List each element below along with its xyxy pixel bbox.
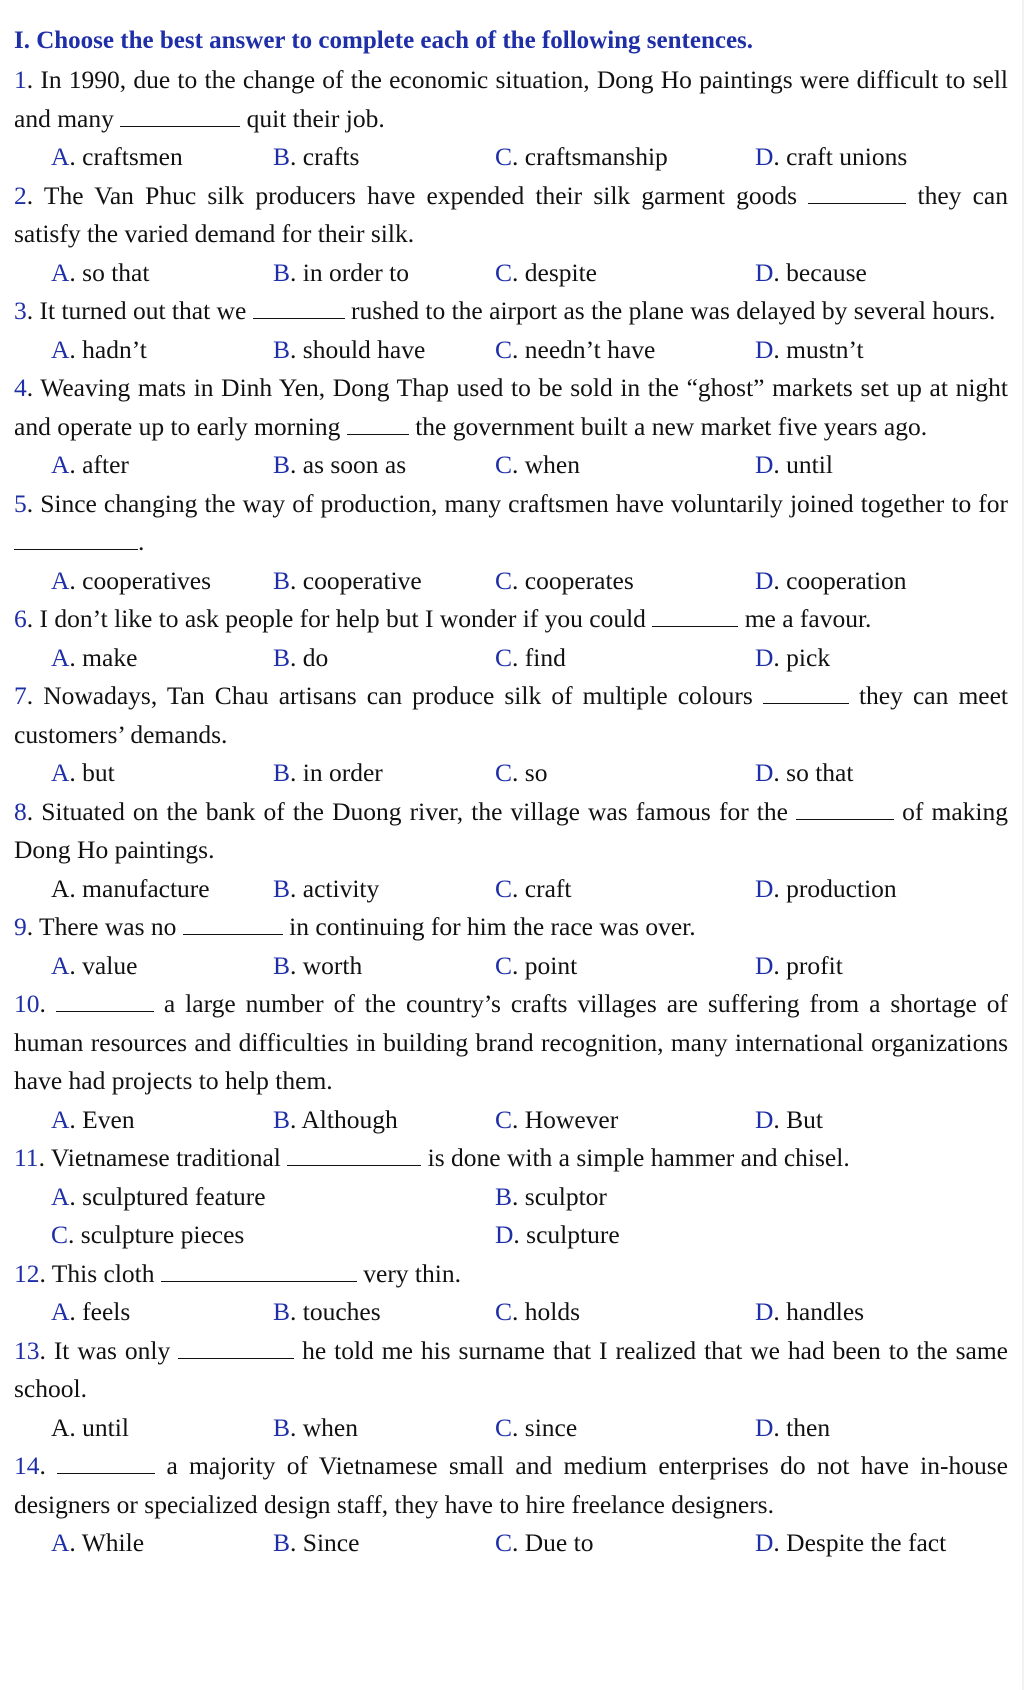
option-text: Even bbox=[82, 1104, 135, 1134]
question-number: 12 bbox=[14, 1258, 40, 1288]
option-text: sculpture bbox=[526, 1220, 620, 1249]
option-text: find bbox=[524, 642, 566, 672]
option-letter: B bbox=[273, 450, 291, 479]
question-text: he told me his surname that I realized that we had been to the same school. bbox=[14, 1335, 1008, 1403]
question-text: a large number of the country’s crafts villages are suffering from a shortage of human resources and difficulties in building brand recognition, many international organizations have had projects to help them. bbox=[14, 989, 1009, 1095]
option-letter: A bbox=[51, 1104, 70, 1134]
question-number: 9 bbox=[14, 912, 27, 941]
option-letter: D bbox=[755, 1104, 774, 1134]
question-stem: 10. a large number of the country’s crafts villages are suffering from a shortage of human resources and difficulties in building brand recognition, many international organizations have had projects to help them. bbox=[14, 989, 1009, 1095]
option-letter: C bbox=[495, 1412, 513, 1442]
option-text: hadn’t bbox=[82, 334, 147, 364]
option-text: but bbox=[82, 758, 115, 787]
option-a[interactable]: A. value bbox=[51, 950, 138, 980]
option-text: value bbox=[82, 950, 138, 980]
question-number: 10 bbox=[14, 989, 40, 1018]
question-text: I don’t like to ask people for help but I wonder if you could bbox=[39, 604, 653, 633]
answer-blank bbox=[56, 991, 154, 1012]
option-text: manufacture bbox=[82, 873, 210, 903]
option-c[interactable]: C. needn’t have bbox=[495, 334, 656, 364]
option-text: sculpture pieces bbox=[80, 1220, 245, 1249]
option-text: cooperates bbox=[524, 565, 634, 595]
option-text: crafts bbox=[302, 142, 360, 171]
option-a[interactable]: A. craftsmen bbox=[51, 142, 183, 171]
option-text: until bbox=[82, 1412, 129, 1442]
option-text: activity bbox=[302, 873, 380, 903]
option-d[interactable]: D. sculpture bbox=[495, 1220, 620, 1249]
option-c[interactable]: C. cooperates bbox=[495, 565, 634, 595]
answer-blank bbox=[763, 683, 849, 704]
section-heading: I. Choose the best answer to complete each of the following sentences. bbox=[14, 27, 754, 54]
option-d[interactable]: D. production bbox=[755, 873, 897, 903]
option-text: worth bbox=[302, 950, 363, 980]
question-text: Since changing the way of production, many craftsmen have voluntarily joined together to for bbox=[40, 488, 1009, 518]
question-stem: 6. I don’t like to ask people for help but I wonder if you could me a favour. bbox=[14, 604, 872, 633]
option-b[interactable]: B. touches bbox=[273, 1297, 381, 1326]
option-letter: B bbox=[273, 142, 291, 171]
option-text: Due to bbox=[524, 1528, 594, 1557]
option-text: holds bbox=[524, 1297, 581, 1326]
option-text: However bbox=[524, 1104, 619, 1134]
question-stem: 11. Vietnamese traditional is done with a simple hammer and chisel. bbox=[14, 1143, 850, 1172]
answer-options bbox=[14, 947, 1008, 986]
option-a[interactable]: A. hadn’t bbox=[51, 334, 147, 364]
option-text: pick bbox=[786, 642, 831, 672]
option-letter: B bbox=[273, 565, 291, 595]
answer-blank bbox=[14, 529, 138, 550]
option-text: point bbox=[524, 950, 578, 980]
question-9 bbox=[14, 908, 1008, 985]
option-text: craft bbox=[524, 873, 572, 903]
option-text: should have bbox=[302, 334, 426, 364]
option-letter: A bbox=[51, 142, 70, 171]
question-11 bbox=[14, 1139, 1008, 1255]
question-stem: 9. There was no in continuing for him the race was over. bbox=[14, 912, 696, 941]
option-text: Although bbox=[301, 1104, 398, 1134]
option-letter: C bbox=[495, 142, 513, 171]
option-text: Despite the fact bbox=[786, 1528, 947, 1557]
question-text: very thin. bbox=[356, 1258, 461, 1288]
option-text: cooperation bbox=[786, 565, 907, 595]
option-text: so that bbox=[82, 257, 150, 287]
option-text: mustn’t bbox=[786, 334, 864, 364]
option-text: in order bbox=[302, 758, 383, 787]
answer-blank bbox=[183, 914, 283, 935]
question-text: Weaving mats in Dinh Yen, Dong Thap used to be sold in the “ghost” markets set up at night and operate up to early morning bbox=[14, 373, 1008, 441]
option-letter: B bbox=[273, 873, 291, 903]
option-letter: D bbox=[755, 257, 774, 287]
option-text: craftsmanship bbox=[524, 142, 668, 171]
option-letter: A bbox=[51, 565, 70, 595]
option-letter: A bbox=[51, 1528, 70, 1557]
option-letter: C bbox=[495, 950, 513, 980]
option-text: feels bbox=[82, 1297, 131, 1326]
option-letter: D bbox=[755, 1412, 774, 1442]
option-text: so that bbox=[786, 758, 854, 787]
question-text: quit their job. bbox=[240, 103, 385, 133]
option-text: since bbox=[524, 1412, 578, 1442]
option-b[interactable]: B. do bbox=[273, 642, 329, 672]
option-letter: D bbox=[755, 758, 774, 787]
option-c[interactable]: C. craftsmanship bbox=[495, 142, 668, 171]
question-text: me a favour. bbox=[738, 604, 872, 633]
option-c[interactable]: C. Due to bbox=[495, 1528, 594, 1557]
option-text: until bbox=[786, 450, 833, 479]
option-d[interactable]: D. profit bbox=[755, 950, 843, 980]
question-stem: 8. Situated on the bank of the Duong river, the village was famous for the of making Dong Ho paintings. bbox=[14, 796, 1009, 864]
option-c[interactable]: C. find bbox=[495, 642, 566, 672]
question-number: 1 bbox=[14, 65, 27, 94]
answer-blank bbox=[120, 106, 240, 127]
option-letter: A bbox=[51, 1412, 70, 1442]
question-text: There was no bbox=[39, 912, 183, 941]
option-letter: B bbox=[273, 758, 291, 787]
option-c[interactable]: C. despite bbox=[495, 257, 597, 287]
option-a[interactable]: A. make bbox=[51, 642, 138, 672]
option-c[interactable]: C. sculpture pieces bbox=[51, 1220, 245, 1249]
question-text: It was only bbox=[53, 1335, 179, 1365]
option-text: touches bbox=[302, 1297, 381, 1326]
question-text: they can meet customers’ demands. bbox=[14, 681, 1008, 749]
option-a[interactable]: A. so that bbox=[51, 257, 150, 287]
answer-blank bbox=[808, 183, 906, 204]
answer-blank bbox=[253, 298, 345, 319]
question-stem: 7. Nowadays, Tan Chau artisans can produce silk of multiple colours they can meet customers’ demands. bbox=[14, 681, 1008, 749]
answer-options bbox=[14, 1178, 1008, 1255]
question-stem: 14. a majority of Vietnamese small and medium enterprises do not have in-house designers or specialized design staff, they have to hire freelance designers. bbox=[14, 1451, 1008, 1519]
question-13 bbox=[14, 1332, 1008, 1448]
option-letter: C bbox=[495, 257, 513, 287]
question-number: 7 bbox=[14, 681, 27, 710]
option-d[interactable]: D. then bbox=[755, 1412, 831, 1442]
option-d[interactable]: D. until bbox=[755, 450, 833, 479]
option-text: needn’t have bbox=[524, 334, 656, 364]
option-c[interactable]: C. However bbox=[495, 1104, 619, 1134]
question-4 bbox=[14, 369, 1008, 485]
option-letter: A bbox=[51, 950, 70, 980]
option-letter: D bbox=[755, 1297, 774, 1326]
option-b[interactable]: B. in order to bbox=[273, 257, 409, 287]
option-letter: B bbox=[495, 1181, 513, 1211]
option-text: make bbox=[82, 642, 138, 672]
option-d[interactable]: D. But bbox=[755, 1104, 824, 1134]
option-letter: B bbox=[273, 1528, 291, 1557]
option-letter: A bbox=[51, 1181, 70, 1211]
question-5 bbox=[14, 485, 1008, 601]
option-text: profit bbox=[786, 950, 843, 980]
question-text: . bbox=[138, 527, 145, 556]
question-text: they can satisfy the varied demand for their silk. bbox=[14, 180, 1008, 248]
question-stem: 12. This cloth very thin. bbox=[14, 1258, 461, 1288]
option-text: when bbox=[524, 450, 580, 479]
option-letter: C bbox=[495, 1104, 513, 1134]
question-text: In 1990, due to the change of the economic situation, Dong Ho paintings were difficult to sell and many bbox=[14, 65, 1008, 133]
question-stem: 5. Since changing the way of production, many craftsmen have voluntarily joined together to for . bbox=[14, 488, 1009, 556]
option-a[interactable]: A. While bbox=[51, 1528, 145, 1557]
option-letter: D bbox=[755, 142, 774, 171]
answer-options bbox=[14, 446, 1008, 485]
option-letter: D bbox=[755, 450, 774, 479]
option-letter: B bbox=[273, 642, 291, 672]
option-letter: C bbox=[495, 1297, 513, 1326]
option-text: production bbox=[786, 873, 897, 903]
option-letter: A bbox=[51, 642, 70, 672]
option-text: handles bbox=[786, 1297, 865, 1326]
option-text: in order to bbox=[302, 257, 409, 287]
option-b[interactable]: B. sculptor bbox=[495, 1181, 607, 1211]
option-letter: B bbox=[273, 950, 291, 980]
option-c[interactable]: C. so bbox=[495, 758, 548, 787]
option-a[interactable]: A. sculptured feature bbox=[51, 1181, 266, 1211]
question-text: The Van Phuc silk producers have expended their silk garment goods bbox=[43, 180, 809, 210]
answer-options bbox=[14, 639, 1008, 678]
option-d[interactable]: D. cooperation bbox=[755, 565, 907, 595]
option-c[interactable]: C. craft bbox=[495, 873, 572, 903]
answer-options bbox=[14, 1101, 1008, 1140]
option-letter: D bbox=[495, 1220, 514, 1249]
question-list bbox=[14, 61, 1008, 1563]
option-d[interactable]: D. craft unions bbox=[755, 142, 908, 171]
option-b[interactable]: B. crafts bbox=[273, 142, 360, 171]
answer-options bbox=[14, 754, 1008, 793]
option-letter: B bbox=[273, 1104, 291, 1134]
option-a[interactable]: A. until bbox=[51, 1412, 129, 1442]
option-c[interactable]: C. point bbox=[495, 950, 578, 980]
option-letter: D bbox=[755, 950, 774, 980]
option-text: craft unions bbox=[786, 142, 908, 171]
option-text: then bbox=[786, 1412, 831, 1442]
answer-blank bbox=[57, 1453, 155, 1474]
option-c[interactable]: C. holds bbox=[495, 1297, 581, 1326]
question-text: of making Dong Ho paintings. bbox=[14, 796, 1009, 864]
option-letter: B bbox=[273, 334, 291, 364]
option-letter: C bbox=[495, 565, 513, 595]
answer-options bbox=[14, 562, 1008, 601]
option-text: when bbox=[302, 1412, 358, 1442]
option-text: cooperative bbox=[302, 565, 422, 595]
question-1 bbox=[14, 61, 1008, 177]
option-letter: D bbox=[755, 1528, 774, 1557]
question-text: This cloth bbox=[51, 1258, 161, 1288]
question-text: is done with a simple hammer and chisel. bbox=[421, 1143, 850, 1172]
answer-options bbox=[14, 331, 1008, 370]
option-b[interactable]: B. when bbox=[273, 1412, 358, 1442]
option-b[interactable]: B. Since bbox=[273, 1528, 360, 1557]
answer-blank bbox=[161, 1261, 357, 1282]
answer-options bbox=[14, 138, 1008, 177]
question-text: It turned out that we bbox=[39, 296, 253, 325]
question-2 bbox=[14, 177, 1008, 293]
question-8 bbox=[14, 793, 1008, 909]
option-a[interactable]: A. but bbox=[51, 758, 115, 787]
question-number: 6 bbox=[14, 604, 27, 633]
option-letter: B bbox=[273, 1412, 291, 1442]
option-a[interactable]: A. Even bbox=[51, 1104, 135, 1134]
option-text: as soon as bbox=[302, 450, 407, 479]
question-text: Vietnamese traditional bbox=[50, 1143, 288, 1172]
option-c[interactable]: C. since bbox=[495, 1412, 578, 1442]
answer-blank bbox=[796, 799, 894, 820]
option-letter: A bbox=[51, 450, 70, 479]
option-letter: C bbox=[495, 758, 513, 787]
option-letter: C bbox=[51, 1220, 69, 1249]
question-number: 14 bbox=[14, 1451, 40, 1480]
option-letter: A bbox=[51, 758, 70, 787]
option-text: sculptured feature bbox=[82, 1181, 266, 1211]
question-text: a majority of Vietnamese small and medium enterprises do not have in-house designers or specialized design staff, they have to hire freelance designers. bbox=[14, 1451, 1008, 1519]
option-text: craftsmen bbox=[82, 142, 183, 171]
option-d[interactable]: D. because bbox=[755, 257, 867, 287]
option-letter: D bbox=[755, 642, 774, 672]
answer-blank bbox=[178, 1338, 294, 1359]
question-stem: 3. It turned out that we rushed to the airport as the plane was delayed by several hours. bbox=[14, 296, 996, 325]
question-14 bbox=[14, 1447, 1008, 1563]
question-number: 8 bbox=[14, 796, 27, 826]
question-stem: 1. In 1990, due to the change of the economic situation, Dong Ho paintings were difficult to sell and many quit their job. bbox=[14, 65, 1008, 133]
option-text: because bbox=[786, 257, 867, 287]
question-stem: 13. It was only he told me his surname that I realized that we had been to the same school. bbox=[14, 1335, 1008, 1403]
question-12 bbox=[14, 1255, 1008, 1332]
option-d[interactable]: D. Despite the fact bbox=[755, 1528, 947, 1557]
option-d[interactable]: D. mustn’t bbox=[755, 334, 864, 364]
question-text: Situated on the bank of the Duong river, the village was famous for the bbox=[41, 796, 797, 826]
option-b[interactable]: B. cooperative bbox=[273, 565, 422, 595]
option-text: after bbox=[82, 450, 129, 479]
answer-options bbox=[14, 1524, 1008, 1563]
option-text: do bbox=[302, 642, 329, 672]
option-d[interactable]: D. pick bbox=[755, 642, 831, 672]
question-number: 11 bbox=[14, 1143, 39, 1172]
answer-options bbox=[14, 1293, 1008, 1332]
answer-blank bbox=[287, 1145, 421, 1166]
option-text: But bbox=[786, 1104, 824, 1134]
option-a[interactable]: A. feels bbox=[51, 1297, 131, 1326]
option-letter: C bbox=[495, 873, 513, 903]
question-text: the government built a new market five years ago. bbox=[408, 411, 928, 441]
option-a[interactable]: A. manufacture bbox=[51, 873, 210, 903]
answer-blank bbox=[347, 414, 409, 435]
option-text: despite bbox=[524, 257, 597, 287]
option-letter: B bbox=[273, 257, 291, 287]
option-text: While bbox=[81, 1528, 145, 1557]
question-7 bbox=[14, 677, 1008, 793]
answer-options bbox=[14, 1409, 1008, 1448]
option-d[interactable]: D. so that bbox=[755, 758, 854, 787]
option-letter: C bbox=[495, 450, 513, 479]
question-text: rushed to the airport as the plane was delayed by several hours. bbox=[344, 296, 996, 325]
option-b[interactable]: B. in order bbox=[273, 758, 383, 787]
option-text: sculptor bbox=[524, 1181, 607, 1211]
option-text: Since bbox=[302, 1528, 360, 1557]
answer-options bbox=[14, 870, 1008, 909]
option-b[interactable]: B. worth bbox=[273, 950, 363, 980]
question-number: 13 bbox=[14, 1335, 40, 1365]
question-stem: 4. Weaving mats in Dinh Yen, Dong Thap used to be sold in the “ghost” markets set up at night and operate up to early morning the government built a new market five years ago. bbox=[14, 373, 1008, 441]
option-letter: D bbox=[755, 873, 774, 903]
question-6 bbox=[14, 600, 1008, 677]
question-text: Nowadays, Tan Chau artisans can produce silk of multiple colours bbox=[43, 681, 763, 710]
question-text: in continuing for him the race was over. bbox=[282, 912, 696, 941]
question-3 bbox=[14, 292, 1008, 369]
option-letter: B bbox=[273, 1297, 291, 1326]
option-b[interactable]: B. activity bbox=[273, 873, 380, 903]
option-letter: A bbox=[51, 257, 70, 287]
option-text: so bbox=[524, 758, 548, 787]
question-stem: 2. The Van Phuc silk producers have expended their silk garment goods they can satisfy the varied demand for their silk. bbox=[14, 180, 1008, 248]
option-b[interactable]: B. Although bbox=[273, 1104, 398, 1134]
option-letter: A bbox=[51, 334, 70, 364]
option-a[interactable]: A. after bbox=[51, 450, 129, 479]
option-b[interactable]: B. should have bbox=[273, 334, 426, 364]
answer-options bbox=[14, 254, 1008, 293]
option-letter: A bbox=[51, 873, 70, 903]
option-a[interactable]: A. cooperatives bbox=[51, 565, 212, 595]
question-number: 2 bbox=[14, 180, 27, 210]
option-text: cooperatives bbox=[82, 565, 212, 595]
option-d[interactable]: D. handles bbox=[755, 1297, 865, 1326]
option-letter: C bbox=[495, 334, 513, 364]
option-letter: C bbox=[495, 642, 513, 672]
option-b[interactable]: B. as soon as bbox=[273, 450, 407, 479]
question-number: 4 bbox=[14, 373, 27, 402]
answer-blank bbox=[652, 606, 738, 627]
question-10 bbox=[14, 985, 1008, 1139]
option-letter: A bbox=[51, 1297, 70, 1326]
option-letter: D bbox=[755, 565, 774, 595]
option-c[interactable]: C. when bbox=[495, 450, 580, 479]
option-letter: D bbox=[755, 334, 774, 364]
question-number: 3 bbox=[14, 296, 27, 325]
option-letter: C bbox=[495, 1528, 513, 1557]
question-number: 5 bbox=[14, 488, 27, 518]
